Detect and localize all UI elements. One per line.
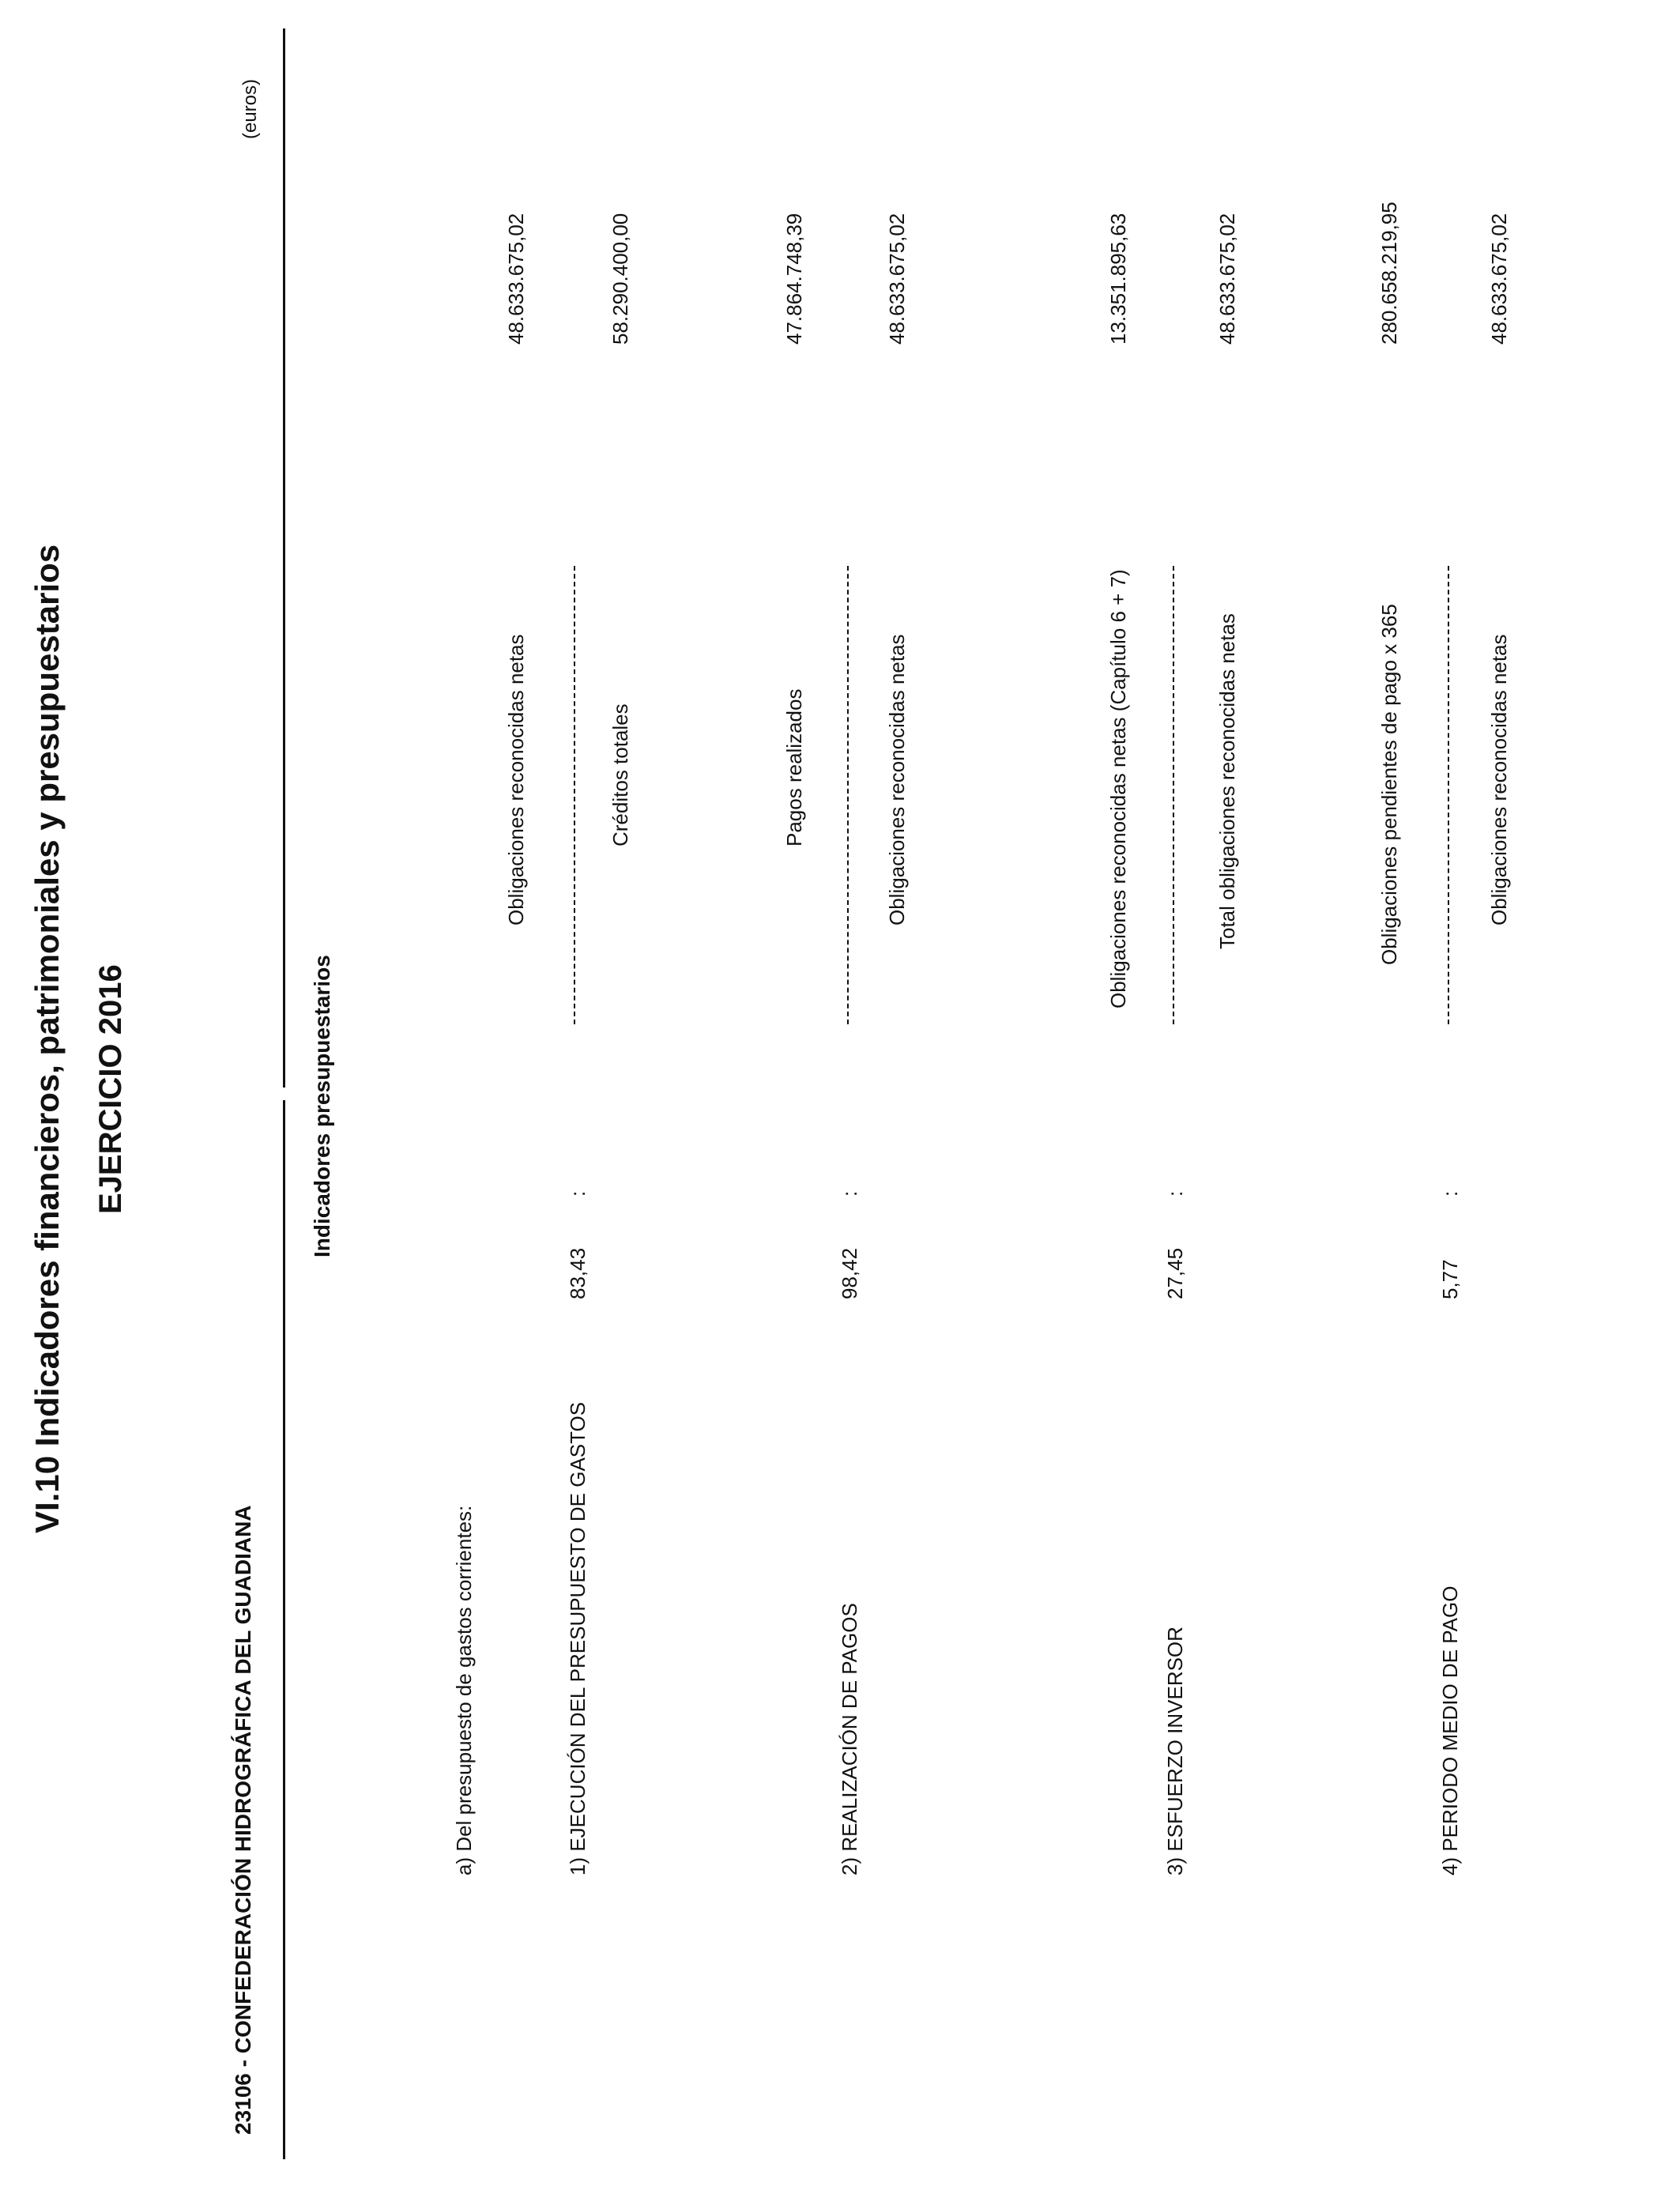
indicator-1-denominator-label: Créditos totales — [608, 703, 632, 846]
indicator-3-fraction-line — [1173, 566, 1174, 1024]
indicator-4-denominator-value: 48.633.675,02 — [1487, 213, 1511, 345]
indicator-1-numerator-value: 48.633.675,02 — [504, 213, 528, 345]
indicator-3-label: 3) ESFUERZO INVERSOR — [1163, 1627, 1187, 1875]
indicator-1-value: 83,43 — [566, 1247, 590, 1299]
entity-name: 23106 - CONFEDERACIÓN HIDROGRÁFICA DEL GUADIANA — [231, 1505, 255, 2135]
indicator-3-numerator-label: Obligaciones reconocidas netas (Capítulo 6 + 7) — [1106, 569, 1130, 1008]
indicator-1-colon: : — [566, 1190, 590, 1197]
header-rule-right — [283, 28, 285, 1088]
indicator-1-fraction-line — [574, 566, 575, 1024]
indicator-2-fraction-line — [847, 566, 849, 1024]
report-title: VI.10 Indicadores financieros, patrimoniales y presupuestarios — [28, 544, 66, 1533]
indicator-4-numerator-label: Obligaciones pendientes de pago x 365 — [1377, 604, 1401, 965]
indicator-2-denominator-label: Obligaciones reconocidas netas — [885, 634, 909, 925]
indicator-2-numerator-value: 47.864.748,39 — [782, 213, 806, 345]
indicator-3-denominator-value: 48.633.675,02 — [1215, 213, 1239, 345]
indicator-4-label: 4) PERIODO MEDIO DE PAGO — [1438, 1585, 1462, 1875]
indicator-2-denominator-value: 48.633.675,02 — [885, 213, 909, 345]
indicator-1-numerator-label: Obligaciones reconocidas netas — [504, 634, 528, 925]
exercise-year: EJERCICIO 2016 — [93, 964, 128, 1214]
intro-text: a) Del presupuesto de gastos corrientes: — [452, 1505, 476, 1875]
section-heading: Indicadores presupuestarios — [310, 955, 334, 1257]
indicator-3-value: 27,45 — [1163, 1247, 1187, 1299]
indicator-4-value: 5,77 — [1438, 1259, 1462, 1299]
units-label: (euros) — [239, 78, 261, 139]
indicator-3-denominator-label: Total obligaciones reconocidas netas — [1215, 613, 1239, 949]
indicator-2-value: 98,42 — [838, 1247, 861, 1299]
indicator-4-numerator-value: 280.658.219,95 — [1377, 202, 1401, 345]
indicator-2-numerator-label: Pagos realizados — [782, 688, 806, 846]
indicator-2-colon: : — [838, 1190, 861, 1197]
indicator-4-denominator-label: Obligaciones reconocidas netas — [1487, 634, 1511, 925]
indicator-4-fraction-line — [1448, 566, 1449, 1024]
indicator-2-label: 2) REALIZACIÓN DE PAGOS — [838, 1603, 861, 1875]
indicator-3-colon: : — [1163, 1190, 1187, 1197]
indicator-3-numerator-value: 13.351.895,63 — [1106, 213, 1130, 345]
indicator-4-colon: : — [1438, 1190, 1462, 1197]
indicator-1-denominator-value: 58.290.400,00 — [608, 213, 632, 345]
indicator-1-label: 1) EJECUCIÓN DEL PRESUPUESTO DE GASTOS — [566, 1401, 590, 1875]
header-rule-left — [283, 1100, 285, 2159]
